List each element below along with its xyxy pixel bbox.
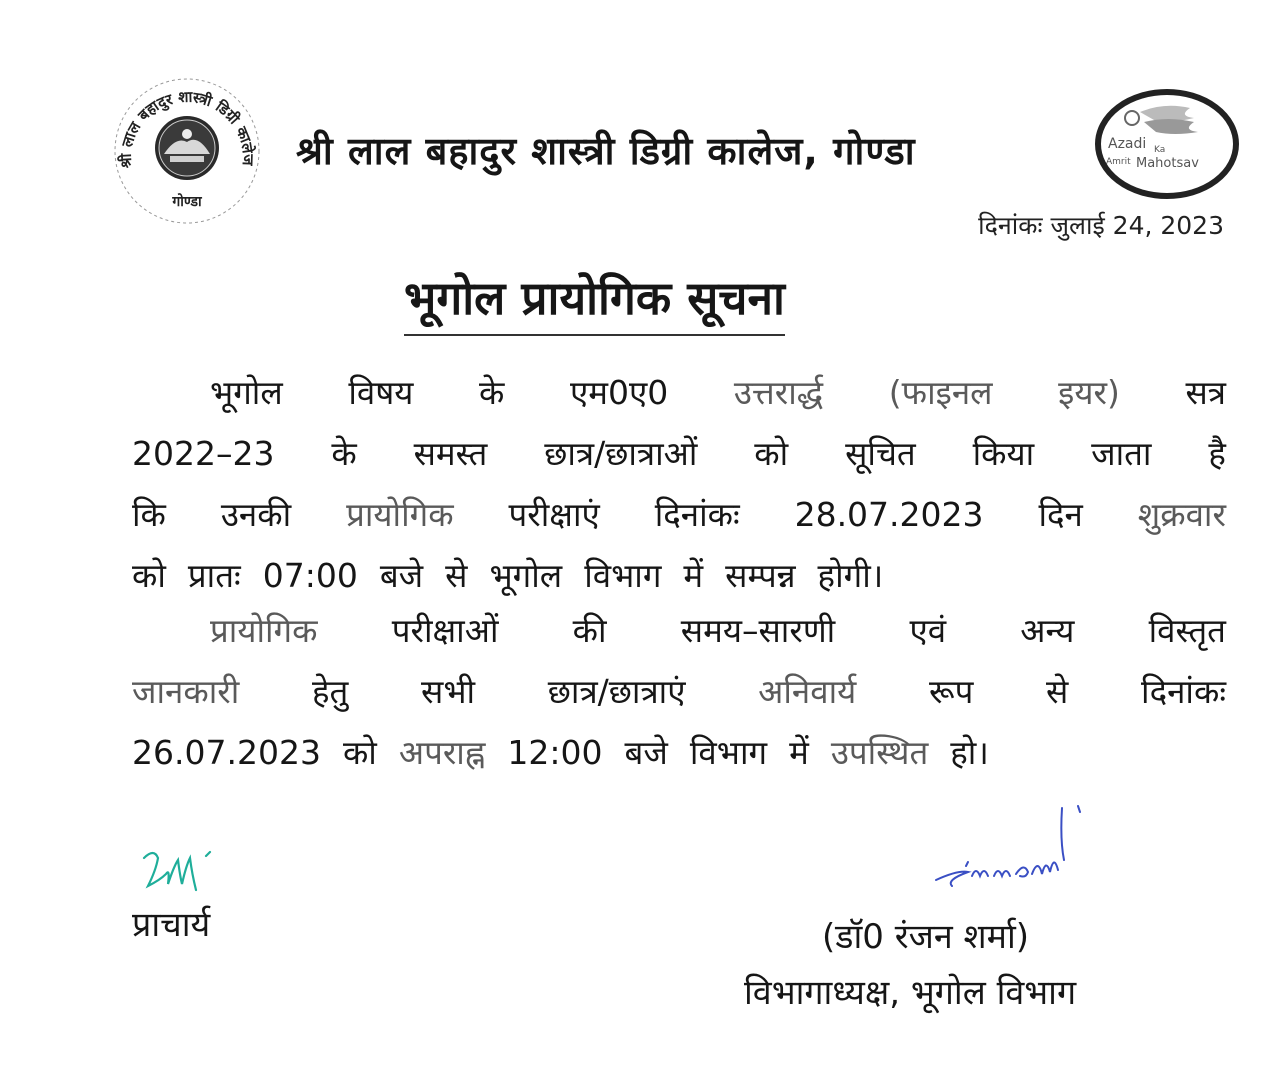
exam-weekday: शुक्रवार (1137, 495, 1226, 534)
svg-text:Mahotsav: Mahotsav (1136, 156, 1199, 171)
word: हो। (950, 733, 989, 772)
hod-name: (डॉ0 रंजन शर्मा) (822, 917, 1030, 957)
word: उपस्थित (830, 733, 929, 772)
word: छात्र/छात्राओं (544, 434, 698, 473)
word: होगी। (817, 556, 884, 595)
word: समस्त (413, 434, 488, 473)
word: अपराह्न (398, 733, 486, 772)
word: को (342, 733, 377, 772)
word: परीक्षाएं (508, 495, 600, 534)
word: परीक्षाओं (391, 611, 499, 650)
handwritten-signature-icon (140, 846, 230, 892)
azadi-ka-amrit-mahotsav-logo (1094, 88, 1240, 200)
exam-time: 07:00 (262, 556, 358, 595)
word: के (331, 434, 357, 473)
word: भूगोल (489, 556, 563, 595)
exam-date: 28.07.2023 (794, 495, 984, 534)
principal-designation: प्राचार्य (132, 905, 211, 945)
word: जाता (1091, 434, 1152, 473)
word: में (789, 733, 809, 772)
word: प्रायोगिक (210, 611, 318, 650)
paragraph-line (132, 484, 1226, 545)
meeting-time: 12:00 (507, 733, 603, 772)
principal-signature (140, 846, 230, 892)
svg-text:Ka: Ka (1154, 145, 1166, 155)
azadi-flag-icon (1094, 88, 1240, 200)
word: हेतु (311, 672, 349, 711)
seal-emblem-icon (112, 76, 262, 226)
word: अन्य (1020, 611, 1075, 650)
word: विस्तृत (1148, 611, 1226, 650)
svg-text:श्री लाल बहादुर शास्त्री डिग्र: श्री लाल बहादुर शास्त्री डिग्री कालेज (116, 87, 258, 169)
word: की (572, 611, 607, 650)
college-seal-logo (112, 76, 262, 226)
word: एम0ए0 (570, 373, 669, 412)
hod-signature (928, 800, 1118, 890)
word: दिन (1038, 495, 1083, 534)
word: प्रायोगिक (346, 495, 454, 534)
word: सत्र (1185, 373, 1226, 412)
paragraph-line (132, 362, 1226, 423)
word: से (1046, 672, 1069, 711)
word: को (754, 434, 789, 473)
word: रूप (928, 672, 974, 711)
word: (फाइनल (888, 373, 993, 412)
paragraph-line (132, 661, 1226, 722)
word: छात्र/छात्राएं (547, 672, 686, 711)
word: सभी (421, 672, 476, 711)
paragraph-line (132, 722, 1226, 783)
notice-paragraph-1 (132, 362, 1226, 606)
word: दिनांकः (654, 495, 740, 534)
meeting-date: 26.07.2023 (132, 733, 321, 772)
paragraph-line (132, 545, 1226, 606)
session-year: 2022–23 (132, 434, 275, 473)
svg-text:गोण्डा: गोण्डा (172, 194, 202, 210)
word: बजे (379, 556, 424, 595)
svg-text:Amrit: Amrit (1106, 157, 1131, 167)
svg-text:Azadi: Azadi (1108, 136, 1147, 152)
word: को (132, 556, 166, 595)
notice-date: दिनांकः जुलाई 24, 2023 (978, 211, 1224, 240)
word: इयर) (1058, 373, 1120, 412)
word: प्रातः (187, 556, 241, 595)
paragraph-line (132, 423, 1226, 484)
word: भूगोल (210, 373, 283, 412)
word: एवं (909, 611, 947, 650)
word: के (479, 373, 505, 412)
notice-title: भूगोल प्रायोगिक सूचना (404, 266, 785, 336)
word: बजे (624, 733, 668, 772)
word: विभाग (689, 733, 768, 772)
handwritten-signature-icon (928, 800, 1118, 890)
word: उत्तरार्द्ध (733, 373, 824, 412)
word: किया (972, 434, 1035, 473)
word: में (683, 556, 704, 595)
notice-paragraph-2 (132, 600, 1226, 783)
word: दिनांकः (1141, 672, 1226, 711)
hod-designation: विभागाध्यक्ष, भूगोल विभाग (744, 973, 1077, 1013)
word: उनकी (220, 495, 292, 534)
word: जानकारी (132, 672, 240, 711)
word: से (445, 556, 468, 595)
word: कि (132, 495, 166, 534)
paragraph-line (132, 600, 1226, 661)
word: विषय (348, 373, 414, 412)
word: सूचित (845, 434, 916, 473)
word: सम्पन्न (725, 556, 796, 595)
college-name-heading: श्री लाल बहादुर शास्त्री डिग्री कालेज, गोण्डा (296, 129, 916, 173)
word: है (1208, 434, 1226, 473)
word: अनिवार्य (758, 672, 857, 711)
word: समय–सारणी (680, 611, 836, 650)
word: विभाग (584, 556, 662, 595)
